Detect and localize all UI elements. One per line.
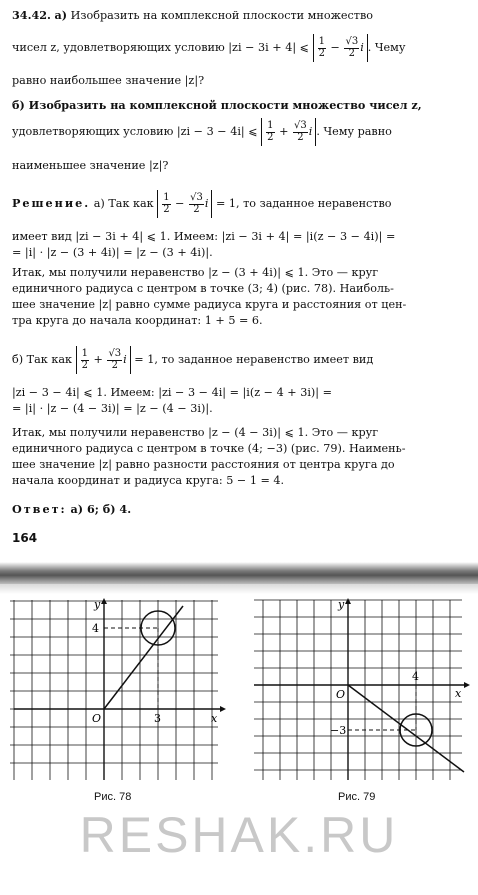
y-axis-label: y — [338, 598, 345, 611]
tick-x-label: 3 — [154, 712, 161, 725]
abs-fraction-b: $\frac{1}{2}$ + $\frac{√3}{2}$ i — [261, 118, 316, 146]
abs-fraction-sol-b: $\frac{1}{2}$ + $\frac{√3}{2}$ i — [76, 346, 131, 374]
x-axis-arrow-icon — [220, 706, 226, 712]
x-axis-label: x — [455, 687, 462, 700]
answer-value: а) 6; б) 4. — [66, 502, 132, 516]
problem-b-condition: удовлетворяющих условию |zi − 3 − 4i| ⩽ — [12, 125, 262, 138]
solution-line10: = |i| · |z − (4 − 3i)| = |z − (4 − 3i)|. — [12, 402, 213, 415]
problem-a-line2 — [12, 34, 470, 62]
problem-a-line1 — [12, 8, 470, 22]
problem-b-line3: наименьшее значение |z|? — [12, 159, 169, 172]
abs-fraction-sol-a: $\frac{1}{2}$ − $\frac{√3}{2}$ i — [157, 190, 212, 218]
solution-line13: шее значение |z| равно разности расстояния от центра круга до — [12, 458, 395, 471]
scan-shadow-fade — [0, 584, 478, 594]
problem-number: 34.42. — [12, 8, 51, 22]
tick-y-label: −3 — [330, 724, 347, 737]
solution-line2: имеет вид |zi − 3i + 4| ⩽ 1. Имеем: |zi − 3i + 4| = |i(z − 3 − 4i)| = — [12, 230, 396, 243]
problem-a-line3: равно наибольшее значение |z|? — [12, 74, 205, 87]
x-axis-arrow-icon — [464, 682, 470, 688]
tick-y-label: 4 — [92, 622, 99, 635]
problem-a-condition: чисел z, удовлетворяющих условию |zi − 3i + 4| ⩽ — [12, 41, 313, 54]
problem-b-line2 — [12, 118, 470, 146]
watermark: RESHAK.RU — [79, 807, 399, 863]
solution-line9: |zi − 3 − 4i| ⩽ 1. Имеем: |zi − 3 − 4i| = |i(z − 4 + 3i)| = — [12, 386, 332, 399]
abs-fraction-a: $\frac{1}{2}$ − $\frac{√3}{2}$ i — [313, 34, 368, 62]
figure-79 — [250, 596, 472, 782]
solution-line3: = |i| · |z − (3 + 4i)| = |z − (3 + 4i)|. — [12, 246, 213, 259]
figure-78 — [6, 596, 226, 782]
answer-line — [12, 502, 470, 516]
answer-label: Ответ: — [12, 502, 67, 516]
origin-label: O — [336, 688, 346, 701]
y-axis-label: y — [94, 598, 101, 611]
problem-a-question-start: . Чему — [367, 41, 406, 54]
solution-line5: единичного радиуса с центром в точке (3; 4) (рис. 78). Наиболь- — [12, 282, 394, 295]
solution-line11: Итак, мы получили неравенство |z − (4 − 3i)| ⩽ 1. Это — круг — [12, 426, 379, 439]
y-axis-arrow-icon — [345, 598, 351, 604]
ray-line — [104, 606, 183, 709]
scan-shadow-band — [0, 562, 478, 584]
problem-b-question-start: . Чему равно — [316, 125, 392, 138]
caption-79: Рис. 79 — [338, 791, 376, 803]
solution-line1: Решение. а) Так как $\frac{1}{2}$ − $\frac{√3}{2}$ i = 1, то заданное неравенство — [12, 190, 470, 218]
solution-line7: тра круга до начала координат: 1 + 5 = 6. — [12, 314, 263, 327]
x-axis-label: x — [211, 712, 218, 725]
solution-label: Решение. — [12, 196, 91, 210]
solution-line14: начала координат и радиуса круга: 5 − 1 = 4. — [12, 474, 285, 487]
problem-a-text1: Изобразить на комплексной плоскости множество — [70, 9, 373, 22]
problem-a-label: а) — [54, 8, 68, 22]
solution-line12: единичного радиуса с центром в точке (4; −3) (рис. 79). Наимень- — [12, 442, 406, 455]
tick-x-label: 4 — [412, 670, 419, 683]
solution-b-line1: б) Так как $\frac{1}{2}$ + $\frac{√3}{2}$ i = 1, то заданное неравенство имеет вид — [12, 346, 470, 374]
solution-line4: Итак, мы получили неравенство |z − (3 + 4i)| ⩽ 1. Это — круг — [12, 266, 379, 279]
page-number: 164 — [12, 531, 38, 545]
caption-78: Рис. 78 — [94, 791, 132, 803]
solution-line6: шее значение |z| равно сумме радиуса круга и расстояния от цен- — [12, 298, 407, 311]
origin-label: O — [92, 712, 102, 725]
problem-b-line1: б) Изобразить на комплексной плоскости множество чисел z, — [12, 98, 422, 112]
